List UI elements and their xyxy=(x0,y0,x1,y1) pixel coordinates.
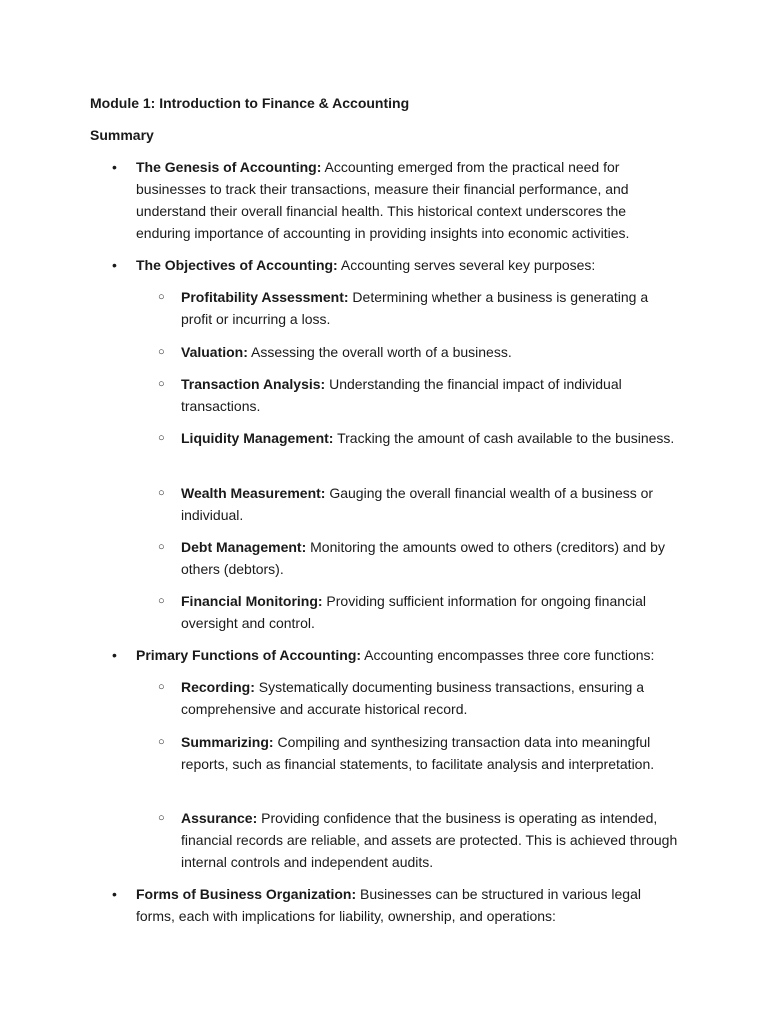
subitem-lead: Recording: xyxy=(181,679,255,695)
sub-list-item xyxy=(158,536,681,580)
subitem-text: Compiling and synthesizing transaction data into meaningful reports, such as financial statements, to facilitate analysis and interpretation. xyxy=(181,734,655,772)
circle-bullet-icon: ○ xyxy=(158,346,165,358)
subitem-lead: Liquidity Management: xyxy=(181,430,334,446)
subitem-text: Assessing the overall worth of a business. xyxy=(247,344,512,360)
subitem-text: Monitoring the amounts owed to others (creditors) and by others (debtors). xyxy=(181,539,665,577)
subitem-lead: Profitability Assessment: xyxy=(181,289,349,305)
list-item xyxy=(112,883,681,927)
circle-bullet-icon: ○ xyxy=(158,378,165,390)
item-text: Accounting serves several key purposes: xyxy=(337,257,596,273)
sub-list-item xyxy=(158,482,681,526)
subitem-text: Understanding the financial impact of individual transactions. xyxy=(181,376,622,414)
sub-list-item xyxy=(158,676,681,720)
item-text: Accounting emerged from the practical need for businesses to track their transactions, measure their financial performance, and understand their overall financial health. This historical context underscores the enduring importance of accounting in providing insights into economic activities. xyxy=(136,159,630,241)
circle-bullet-icon: ○ xyxy=(158,595,165,607)
list-item xyxy=(112,254,681,276)
subitem-text: Providing confidence that the business is operating as intended, financial records are reliable, and assets are protected. This is achieved through internal controls and independent audits. xyxy=(181,810,678,870)
sub-list-item xyxy=(158,373,681,417)
subitem-lead: Summarizing: xyxy=(181,734,274,750)
bullet-icon: • xyxy=(112,159,117,175)
item-lead: The Genesis of Accounting: xyxy=(136,159,322,175)
bullet-icon: • xyxy=(112,257,117,273)
item-text: Accounting encompasses three core functions: xyxy=(361,647,655,663)
subitem-lead: Assurance: xyxy=(181,810,258,826)
subitem-text: Determining whether a business is generating a profit or incurring a loss. xyxy=(181,289,649,327)
subitem-text: Gauging the overall financial wealth of a business or individual. xyxy=(181,485,654,523)
sub-list-item xyxy=(158,590,681,634)
subitem-lead: Financial Monitoring: xyxy=(181,593,323,609)
list-item xyxy=(112,644,681,666)
subitem-text: Systematically documenting business transactions, ensuring a comprehensive and accurate historical record. xyxy=(181,679,644,717)
circle-bullet-icon: ○ xyxy=(158,432,165,444)
subitem-lead: Transaction Analysis: xyxy=(181,376,326,392)
sub-list-item xyxy=(158,807,681,873)
sub-list-item xyxy=(158,731,681,775)
bullet-icon: • xyxy=(112,647,117,663)
subitem-text: Providing sufficient information for ongoing financial oversight and control. xyxy=(181,593,647,631)
circle-bullet-icon: ○ xyxy=(158,812,165,824)
item-lead: Primary Functions of Accounting: xyxy=(136,647,362,663)
item-lead: Forms of Business Organization: xyxy=(136,886,357,902)
circle-bullet-icon: ○ xyxy=(158,681,165,693)
subitem-text: Tracking the amount of cash available to the business. xyxy=(333,430,675,446)
bullet-icon: • xyxy=(112,886,117,902)
item-lead: The Objectives of Accounting: xyxy=(136,257,338,273)
module-title: Module 1: Introduction to Finance & Accounting xyxy=(90,95,410,111)
list-item xyxy=(112,156,681,244)
item-text: Businesses can be structured in various legal forms, each with implications for liability, ownership, and operations: xyxy=(136,886,641,924)
subitem-lead: Wealth Measurement: xyxy=(181,485,326,501)
circle-bullet-icon: ○ xyxy=(158,541,165,553)
circle-bullet-icon: ○ xyxy=(158,736,165,748)
circle-bullet-icon: ○ xyxy=(158,487,165,499)
sub-list-item xyxy=(158,286,681,330)
summary-heading: Summary xyxy=(90,127,154,143)
subitem-lead: Debt Management: xyxy=(181,539,307,555)
subitem-lead: Valuation: xyxy=(181,344,248,360)
sub-list-item xyxy=(158,341,681,363)
circle-bullet-icon: ○ xyxy=(158,291,165,303)
sub-list-item xyxy=(158,427,681,449)
